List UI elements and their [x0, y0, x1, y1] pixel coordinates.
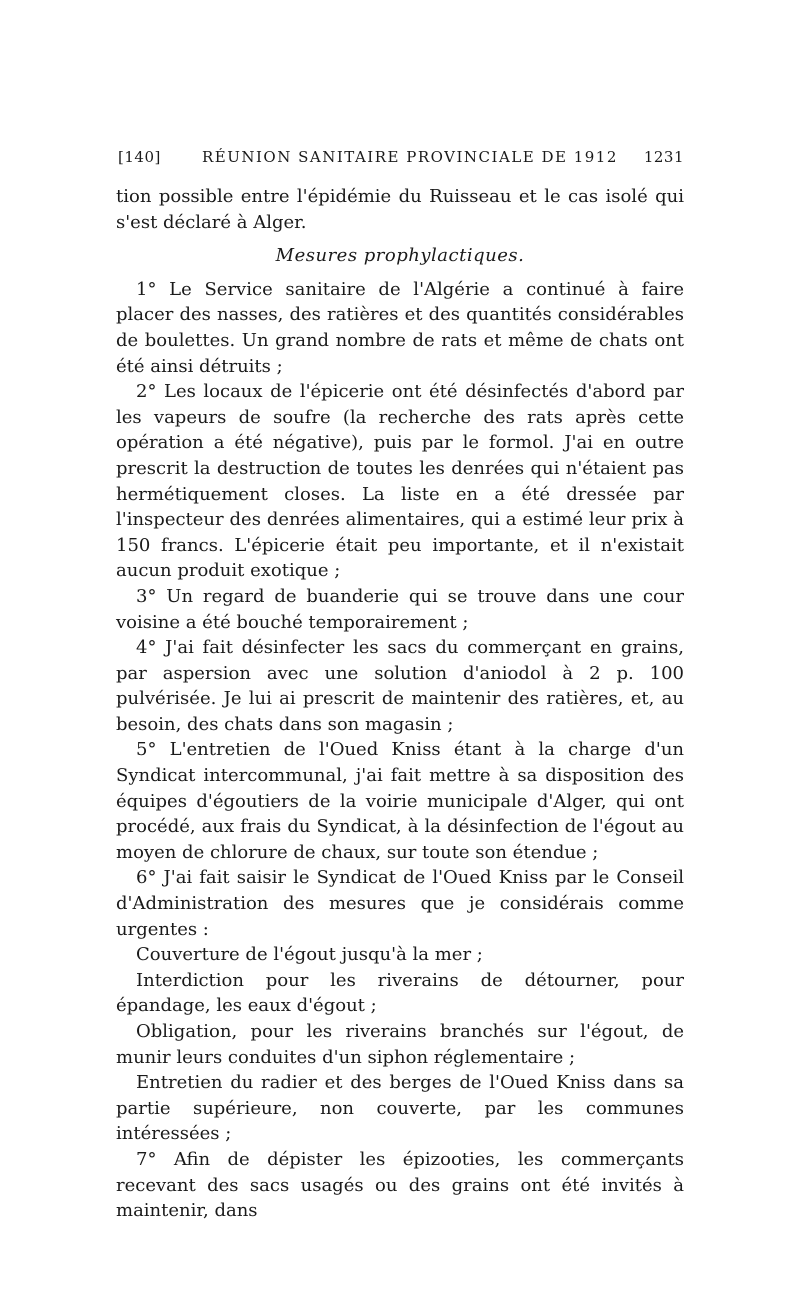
body-text — [116, 184, 684, 1224]
paragraph-measure-7: 7° Afin de dépister les épizooties, les commerçants recevant des sacs usagés ou des grains ont été invités à maintenir, dans — [116, 1148, 684, 1222]
list-item-entretien: Entretien du radier et des berges de l'Oued Kniss dans sa partie supérieure, non couverte, par les communes intéressées ; — [116, 1072, 684, 1145]
running-title: RÉUNION SANITAIRE PROVINCIALE DE 1912 — [202, 148, 618, 166]
paragraph-measure-1: 1° Le Service sanitaire de l'Algérie a continué à faire placer des nasses, des ratières et des quantités considérables de boulettes. Un grand nombre de rats et même de chats ont été ainsi détruits ; — [116, 278, 684, 377]
list-item-couverture: Couverture de l'égout jusqu'à la mer ; — [136, 944, 483, 966]
paragraph-continuation: tion possible entre l'épidémie du Ruisseau et le cas isolé qui s'est déclaré à Alger. — [116, 186, 684, 233]
running-header — [108, 148, 684, 172]
paragraph-measure-3: 3° Un regard de buanderie qui se trouve dans une cour voisine a été bouché temporairement ; — [116, 585, 684, 633]
section-heading: Mesures prophylactiques. — [275, 245, 525, 267]
paragraph-measure-2: 2° Les locaux de l'épicerie ont été désinfectés d'abord par les vapeurs de soufre (la recherche des rats après cette opération a été négative), puis par le formol. J'ai en outre prescrit la destruction de toutes les denrées qui n'étaient pas hermétiquement closes. La liste en a été dressée par l'inspecteur des denrées alimentaires, qui a estimé leur prix à 150 francs. L'épicerie était peu importante, et il n'existait aucun produit exotique ; — [116, 381, 684, 582]
list-item-interdiction: Interdiction pour les riverains de détourner, pour épandage, les eaux d'égout ; — [116, 969, 684, 1017]
paragraph-measure-4: 4° J'ai fait désinfecter les sacs du commerçant en grains, par aspersion avec une solution d'aniodol à 2 p. 100 pulvérisée. Je lui ai prescrit de maintenir des ratières, et, au besoin, des chats dans son magasin ; — [116, 637, 684, 735]
bracket-page-ref: [140] — [118, 148, 161, 166]
list-item-obligation: Obligation, pour les riverains branchés sur l'égout, de munir leurs conduites d'un siphon réglementaire ; — [116, 1021, 684, 1068]
paragraph-measure-6: 6° J'ai fait saisir le Syndicat de l'Oued Kniss par le Conseil d'Administration des mesures que je considérais comme urgentes : — [116, 867, 684, 940]
page-number: 1231 — [643, 148, 684, 166]
paragraph-measure-5: 5° L'entretien de l'Oued Kniss étant à la charge d'un Syndicat intercommunal, j'ai fait mettre à sa disposition des équipes d'égoutiers de la voirie municipale d'Alger, qui ont procédé, aux frais du Syndicat, à la désinfection de l'égout au moyen de chlorure de chaux, sur toute son étendue ; — [116, 739, 684, 863]
